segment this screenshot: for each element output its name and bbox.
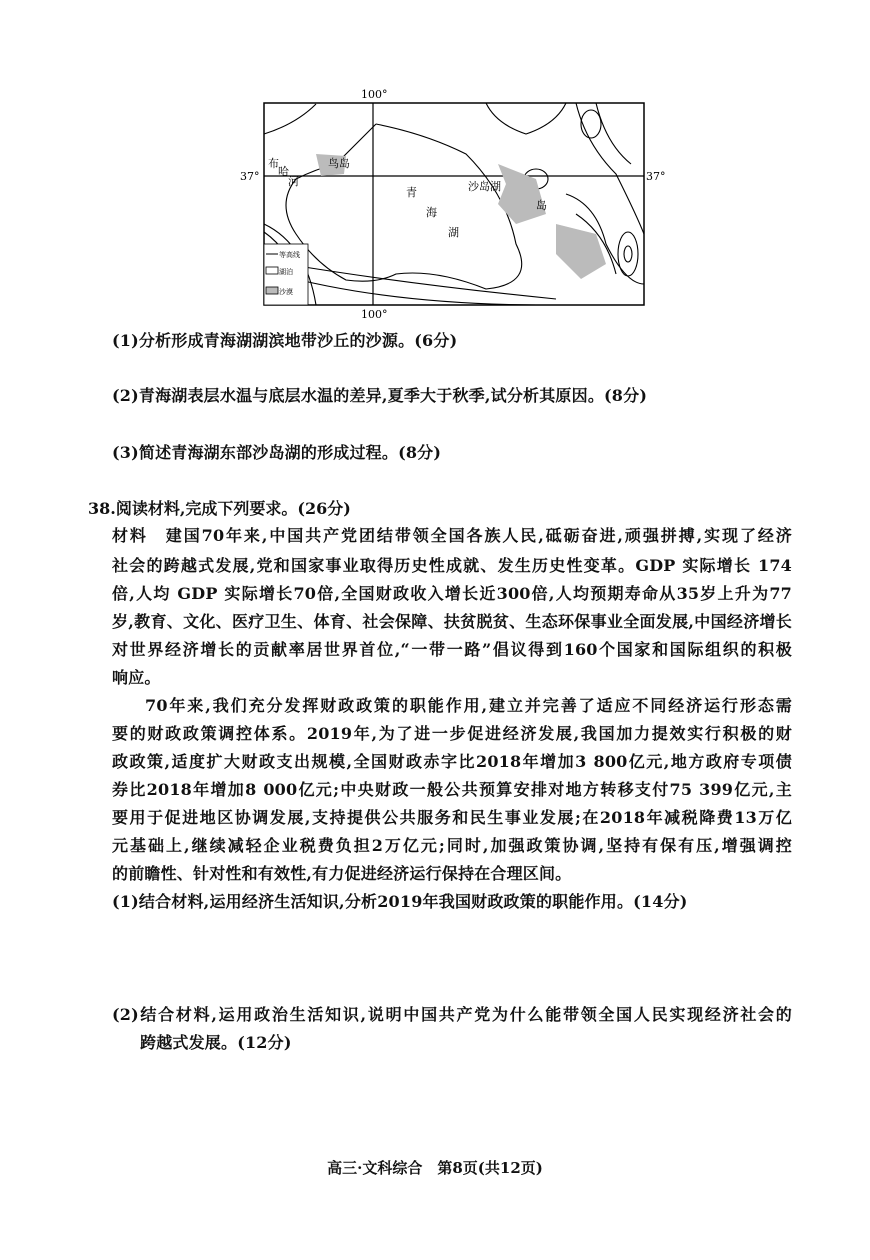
- material-line: 社会的跨越式发展,党和国家事业取得历史性成就、发生历史性变革。GDP 实际增长 174: [112, 556, 792, 575]
- lon-label-bottom: 100°: [361, 308, 388, 321]
- material-line: 元基础上,继续减轻企业税费负担2万亿元;同时,加强政策协调,坚持有保有压,增强调控: [112, 836, 792, 855]
- material-line: 材料 建国70年来,中国共产党团结带领全国各族人民,砥砺奋进,顽强拼搏,实现了经济: [112, 526, 792, 545]
- material-line: 岁,教育、文化、医疗卫生、体育、社会保障、扶贫脱贫、生态环保事业全面发展,中国经济增长: [112, 612, 792, 631]
- q37-sub3: (3)简述青海湖东部沙岛湖的形成过程。(8分): [112, 443, 442, 462]
- material-line: 要的财政政策调控体系。2019年,为了进一步促进经济发展,我国加力提效实行积极的财: [112, 724, 792, 743]
- island-label: 岛: [536, 199, 547, 212]
- lake-char-1: 青: [406, 186, 417, 199]
- page-footer: 高三·文科综合 第8页(共12页): [327, 1159, 543, 1177]
- material-line: 政政策,适度扩大财政支出规模,全国财政赤字比2018年增加3 800亿元,地方政府专项债: [112, 752, 792, 771]
- material-line: 倍,人均 GDP 实际增长70倍,全国财政收入增长近300倍,人均预期寿命从35岁上升为77: [112, 584, 792, 603]
- lake-char-2: 海: [426, 206, 437, 219]
- river-char-1: 布: [268, 157, 279, 170]
- q38-sub2: (2)结合材料,运用政治生活知识,说明中国共产党为什么能带领全国人民实现经济社会的: [112, 1005, 792, 1024]
- lat-label-right: 37°: [646, 170, 666, 183]
- qinghai-lake-map: [236, 84, 676, 324]
- legend-desert: 沙漠: [279, 288, 293, 296]
- material-line: 响应。: [112, 668, 161, 687]
- desert-areas: [316, 154, 606, 279]
- lat-label-left: 37°: [240, 170, 260, 183]
- material-line: 的前瞻性、针对性和有效性,有力促进经济运行保持在合理区间。: [112, 864, 572, 883]
- legend-lake: 湖泊: [279, 268, 293, 276]
- q38-sub2-cont: 跨越式发展。(12分): [140, 1033, 292, 1052]
- material-line: 对世界经济增长的贡献率居世界首位,“一带一路”倡议得到160个国家和国际组织的积极: [112, 640, 792, 659]
- material-line: 70年来,我们充分发挥财政政策的职能作用,建立并完善了适应不同经济运行形态需: [145, 696, 792, 715]
- river-char-2: 哈: [278, 165, 289, 178]
- material-line: 要用于促进地区协调发展,支持提供公共服务和民生事业发展;在2018年减税降费13万亿: [112, 808, 792, 827]
- legend-contour: 等高线: [279, 251, 300, 259]
- q38-sub1: (1)结合材料,运用经济生活知识,分析2019年我国财政政策的职能作用。(14分): [112, 892, 688, 911]
- bird-island-label: 鸟岛: [328, 157, 350, 170]
- q38-title: 38.阅读材料,完成下列要求。(26分): [88, 499, 351, 518]
- river-char-3: 河: [288, 175, 299, 188]
- material-line: 券比2018年增加8 000亿元;中央财政一般公共预算安排对地方转移支付75 399亿元,主: [112, 780, 792, 799]
- lake-char-3: 湖: [448, 226, 459, 239]
- q37-sub2: (2)青海湖表层水温与底层水温的差异,夏季大于秋季,试分析其原因。(8分): [112, 386, 648, 405]
- lon-label-top: 100°: [361, 88, 388, 101]
- q37-sub1: (1)分析形成青海湖湖滨地带沙丘的沙源。(6分): [112, 331, 458, 350]
- shadao-lake-label: 沙岛湖: [468, 180, 501, 193]
